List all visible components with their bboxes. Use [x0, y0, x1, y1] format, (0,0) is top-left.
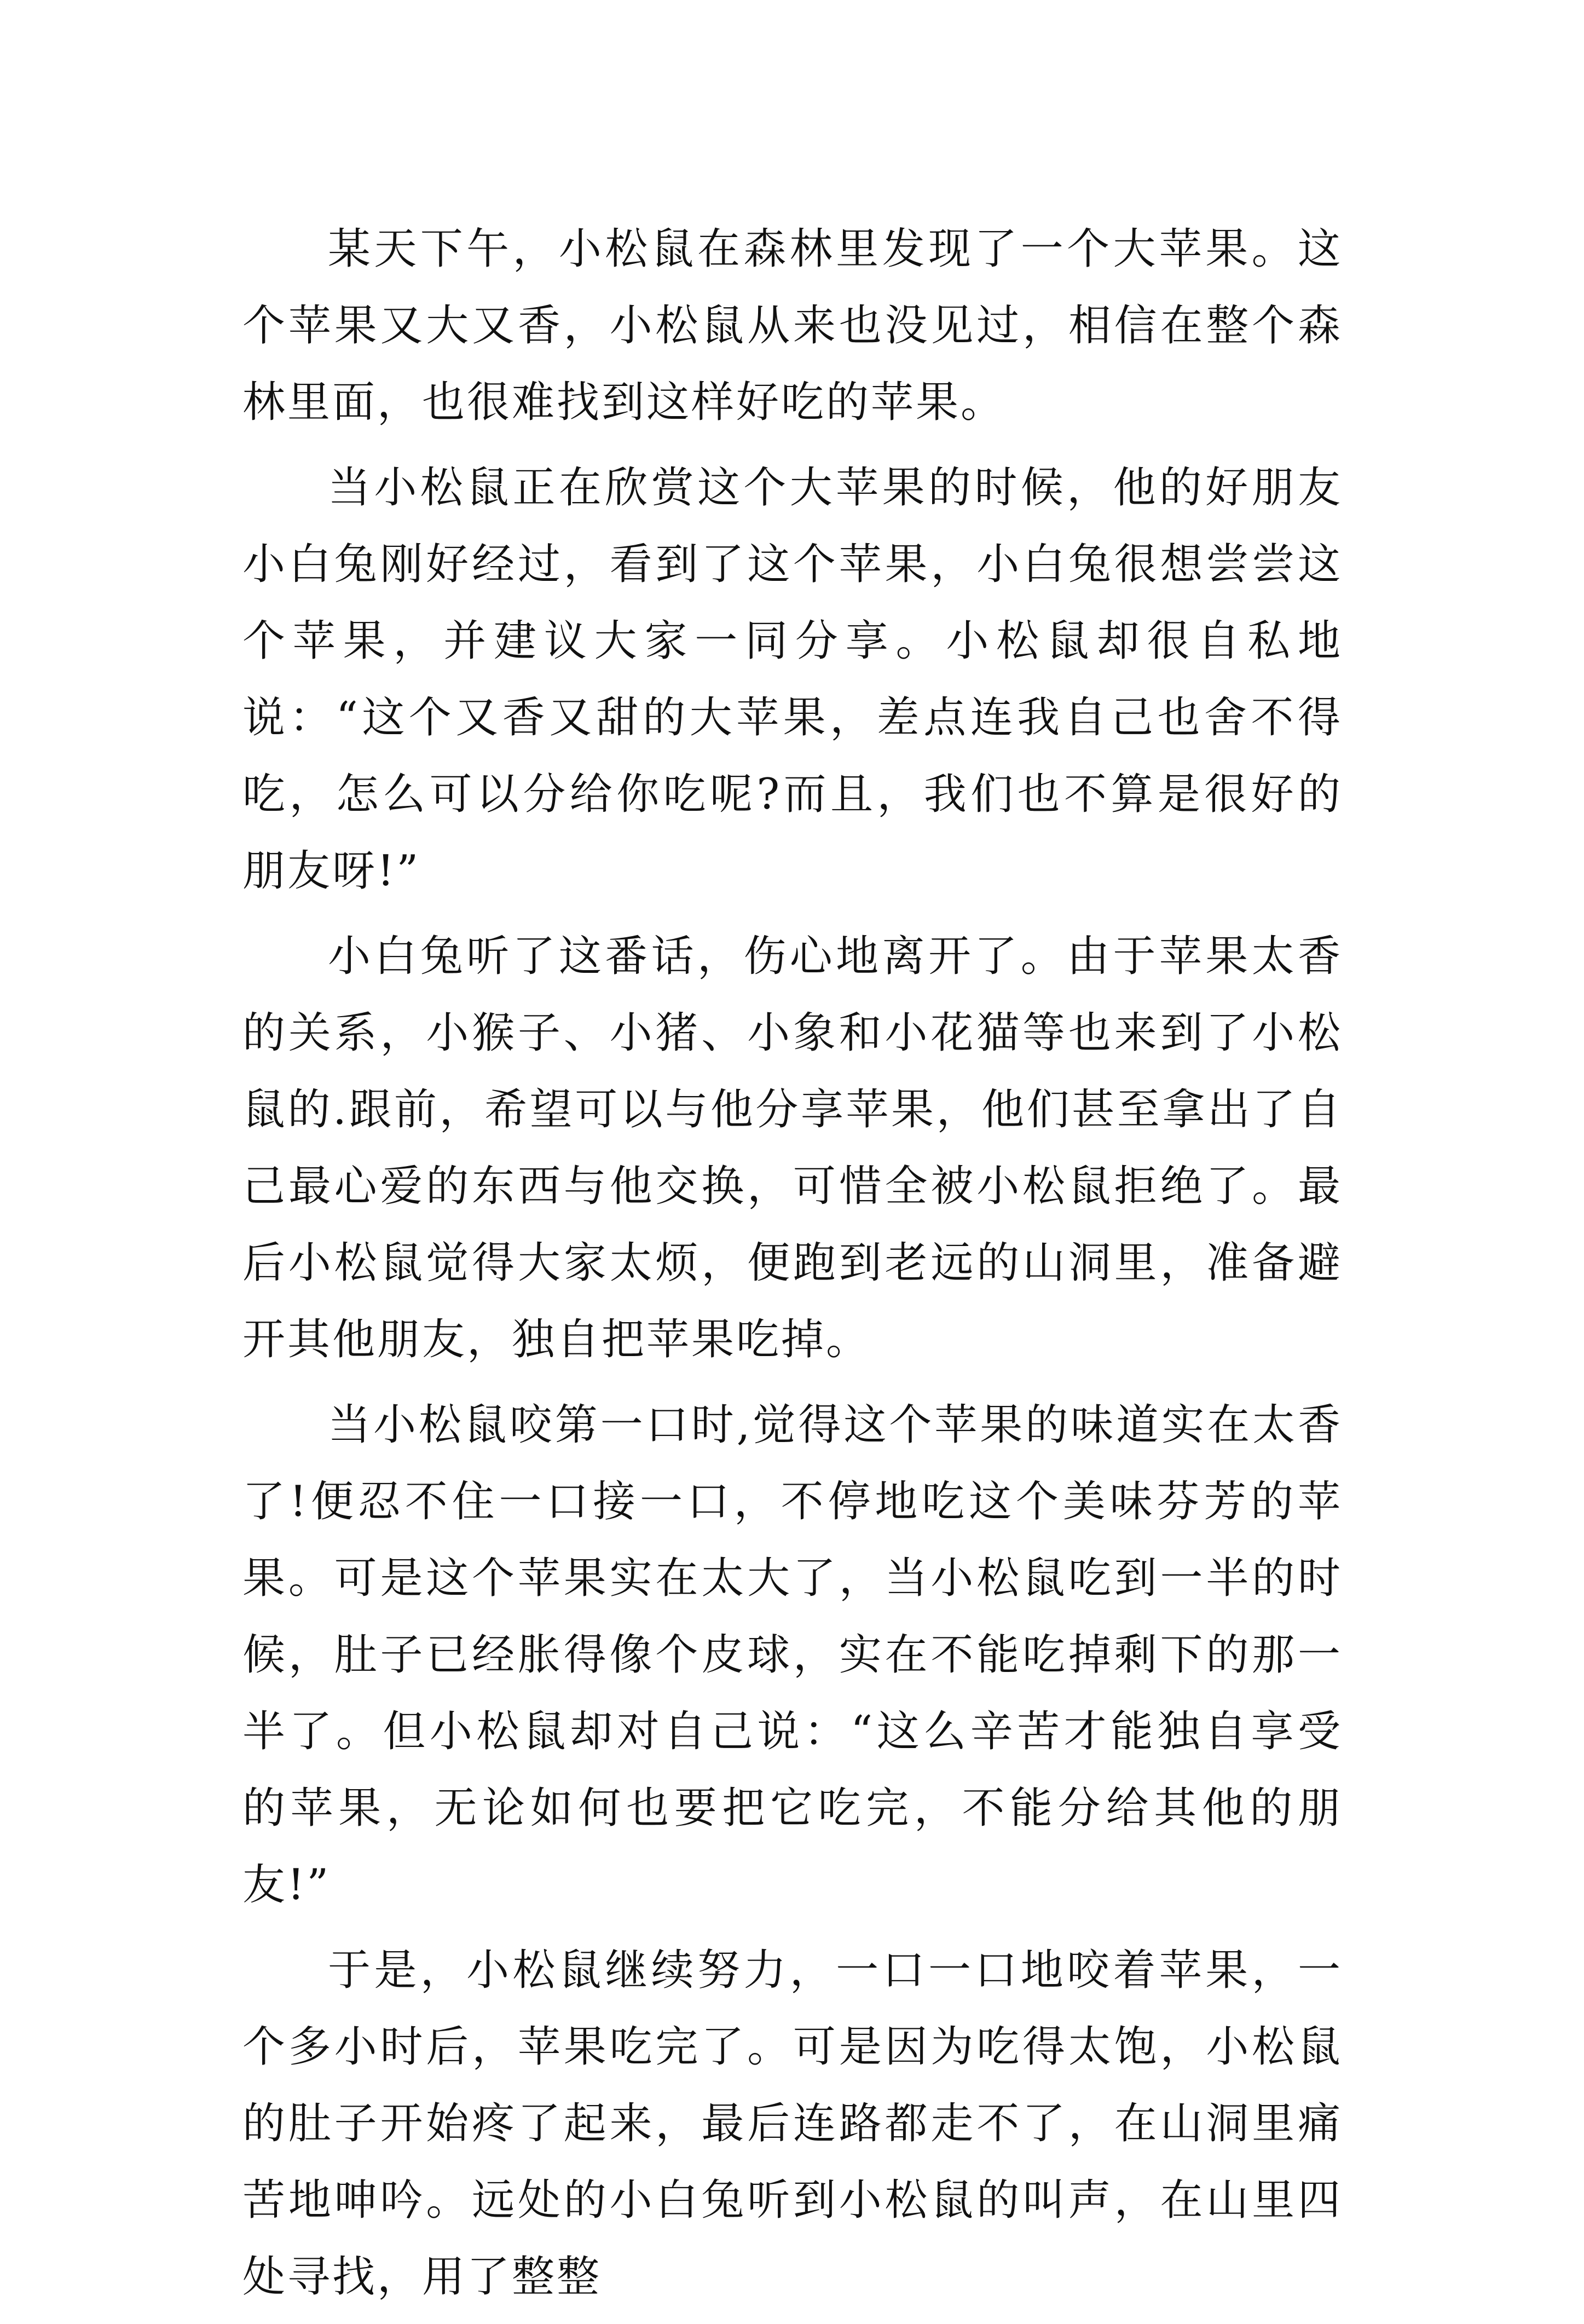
- paragraph-3: 小白兔听了这番话，伤心地离开了。由于苹果太香的关系，小猴子、小猪、小象和小花猫等也来到了小松鼠的.跟前，希望可以与他分享苹果，他们甚至拿出了自己最心爱的东西与他交换，可惜全被小松鼠拒绝了。最后小松鼠觉得大家太烦，便跑到老远的山洞里，准备避开其他朋友，独自把苹果吃掉。: [242, 932, 1343, 1364]
- story-text: [242, 211, 1343, 2324]
- paragraph-5: 于是，小松鼠继续努力，一口一口地咬着苹果，一个多小时后，苹果吃完了。可是因为吃得太饱，小松鼠的肚子开始疼了起来，最后连路都走不了，在山洞里痛苦地呻吟。远处的小白兔听到小松鼠的叫声，在山里四处寻找，用了整整: [242, 1946, 1343, 2302]
- paragraph-2: 当小松鼠正在欣赏这个大苹果的时候，他的好朋友小白兔刚好经过，看到了这个苹果，小白兔很想尝尝这个苹果，并建议大家一同分享。小松鼠却很自私地说：“这个又香又甜的大苹果，差点连我自己也舍不得吃，怎么可以分给你吃呢?而且，我们也不算是很好的朋友呀!”: [242, 463, 1343, 896]
- paragraph-4: 当小松鼠咬第一口时,觉得这个苹果的味道实在太香了!便忍不住一口接一口，不停地吃这个美味芬芳的苹果。可是这个苹果实在太大了，当小松鼠吃到一半的时候，肚子已经胀得像个皮球，实在不能吃掉剩下的那一半了。但小松鼠却对自己说：“这么辛苦才能独自享受的苹果，无论如何也要把它吃完，不能分给其他的朋友!”: [242, 1400, 1343, 1910]
- paragraph-1: 某天下午，小松鼠在森林里发现了一个大苹果。这个苹果又大又香，小松鼠从来也没见过，相信在整个森林里面，也很难找到这样好吃的苹果。: [242, 224, 1343, 427]
